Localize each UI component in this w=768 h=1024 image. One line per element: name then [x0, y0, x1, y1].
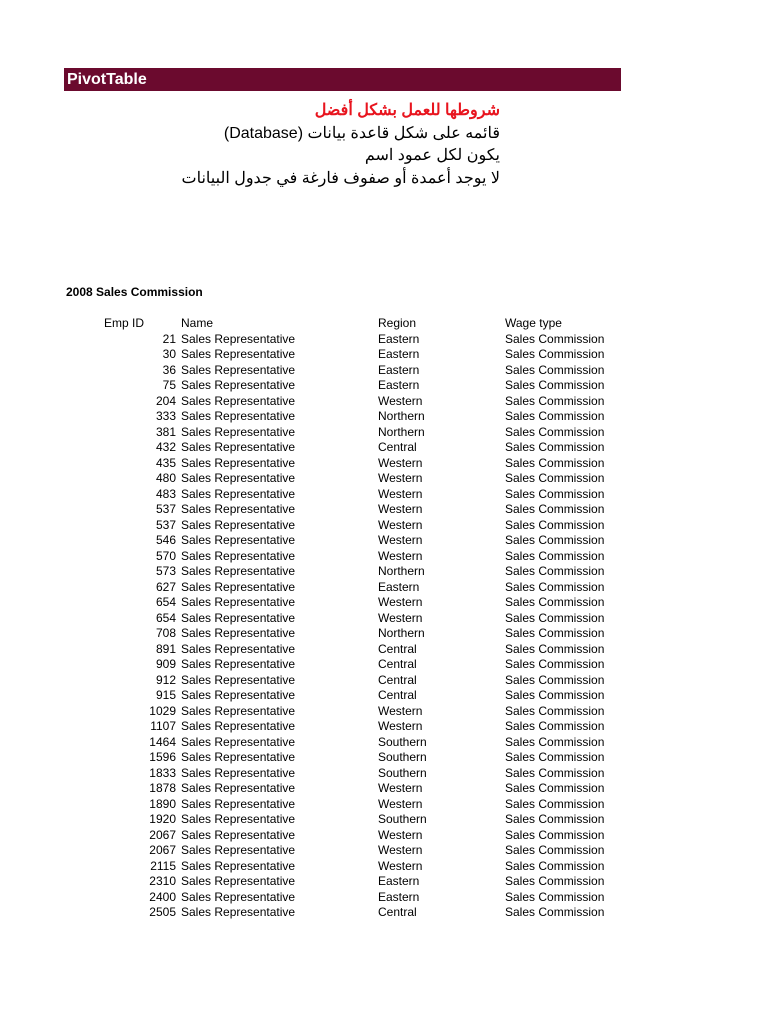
emp-id-cell: 1833: [149, 765, 176, 780]
emp-id-cell: 912: [155, 672, 176, 687]
notes-heading: شروطها للعمل بشكل أفضل: [314, 102, 500, 119]
region-cell: Eastern: [378, 874, 420, 888]
region-cell: Central: [378, 905, 417, 919]
table-row: [0, 456, 768, 472]
wage-type-cell: Sales Commission: [505, 409, 605, 423]
emp-id-cell: 537: [155, 517, 176, 532]
table-row: [0, 766, 768, 782]
table-row: [0, 549, 768, 565]
page-title: PivotTable: [67, 70, 147, 88]
region-cell: Western: [378, 393, 423, 408]
region-cell: Southern: [378, 734, 427, 749]
region-cell: Central: [378, 657, 417, 671]
region-cell: Northern: [378, 564, 425, 578]
region-cell: Western: [378, 471, 423, 485]
region-cell: Western: [378, 548, 423, 563]
emp-id-cell: 1920: [149, 812, 176, 826]
note-database: قائمه على شكل قاعدة بيانات (Database): [223, 124, 500, 142]
wage-type-cell: Sales Commission: [505, 471, 605, 485]
table-row: [0, 704, 768, 720]
region-cell: Northern: [378, 626, 425, 640]
emp-id-cell: 2067: [149, 843, 176, 857]
requirements-notes: [150, 100, 500, 190]
name-cell: Sales Representative: [181, 688, 296, 702]
name-cell: Sales Representative: [181, 858, 296, 873]
name-cell: Sales Representative: [181, 719, 296, 733]
name-cell: Sales Representative: [181, 734, 296, 749]
wage-type-cell: Sales Commission: [505, 734, 605, 749]
name-cell: Sales Representative: [181, 331, 296, 346]
name-cell: Sales Representative: [181, 533, 296, 547]
table-row: [0, 595, 768, 611]
wage-type-cell: Sales Commission: [505, 455, 605, 470]
emp-id-cell: 1464: [149, 734, 176, 749]
emp-id-cell: 537: [155, 502, 176, 516]
header-name: Name: [181, 316, 214, 330]
region-cell: Western: [378, 719, 423, 733]
region-cell: Western: [378, 703, 423, 718]
name-cell: Sales Representative: [181, 827, 296, 842]
name-cell: Sales Representative: [181, 455, 296, 470]
table-row: [0, 781, 768, 797]
name-cell: Sales Representative: [181, 424, 296, 439]
name-cell: Sales Representative: [181, 672, 296, 687]
emp-id-cell: 36: [162, 362, 176, 377]
emp-id-cell: 2400: [149, 889, 176, 904]
name-cell: Sales Representative: [181, 517, 296, 532]
table-row: [0, 735, 768, 751]
emp-id-cell: 891: [155, 641, 176, 656]
table-row: [0, 487, 768, 503]
table-row: [0, 378, 768, 394]
region-cell: Southern: [378, 765, 427, 780]
note-column-names: يكون لكل عمود اسم: [364, 147, 500, 164]
header-region: Region: [378, 316, 417, 330]
wage-type-cell: Sales Commission: [505, 889, 605, 904]
name-cell: Sales Representative: [181, 626, 296, 640]
table-row: [0, 533, 768, 549]
wage-type-cell: Sales Commission: [505, 843, 605, 857]
table-row: [0, 688, 768, 704]
wage-type-cell: Sales Commission: [505, 517, 605, 532]
name-cell: Sales Representative: [181, 610, 296, 625]
table-row: [0, 580, 768, 596]
name-cell: Sales Representative: [181, 486, 296, 501]
name-cell: Sales Representative: [181, 471, 296, 485]
region-cell: Western: [378, 517, 423, 532]
wage-type-cell: Sales Commission: [505, 347, 605, 361]
table-row: [0, 657, 768, 673]
wage-type-cell: Sales Commission: [505, 564, 605, 578]
table-row: [0, 409, 768, 425]
wage-type-cell: Sales Commission: [505, 486, 605, 501]
name-cell: Sales Representative: [181, 564, 296, 578]
table-row: [0, 828, 768, 844]
wage-type-cell: Sales Commission: [505, 378, 605, 392]
emp-id-cell: 573: [155, 564, 176, 578]
emp-id-cell: 30: [162, 347, 176, 361]
region-cell: Western: [378, 595, 423, 609]
table-row: [0, 471, 768, 487]
emp-id-cell: 21: [162, 331, 176, 346]
emp-id-cell: 381: [155, 424, 176, 439]
table-row: [0, 750, 768, 766]
region-cell: Western: [378, 455, 423, 470]
name-cell: Sales Representative: [181, 502, 296, 516]
table-row: [0, 843, 768, 859]
emp-id-cell: 204: [155, 393, 176, 408]
region-cell: Eastern: [378, 579, 420, 594]
table-row: [0, 394, 768, 410]
wage-type-cell: Sales Commission: [505, 688, 605, 702]
region-cell: Northern: [378, 409, 425, 423]
wage-type-cell: Sales Commission: [505, 626, 605, 640]
region-cell: Eastern: [378, 347, 420, 361]
region-cell: Western: [378, 486, 423, 501]
name-cell: Sales Representative: [181, 579, 296, 594]
name-cell: Sales Representative: [181, 812, 296, 826]
region-cell: Central: [378, 641, 417, 656]
region-cell: Eastern: [378, 889, 420, 904]
table-row: [0, 425, 768, 441]
emp-id-cell: 432: [155, 440, 176, 454]
name-cell: Sales Representative: [181, 874, 296, 888]
wage-type-cell: Sales Commission: [505, 719, 605, 733]
wage-type-cell: Sales Commission: [505, 703, 605, 718]
emp-id-cell: 1596: [149, 750, 176, 764]
table-row: [0, 642, 768, 658]
name-cell: Sales Representative: [181, 347, 296, 361]
wage-type-cell: Sales Commission: [505, 827, 605, 842]
region-cell: Western: [378, 502, 423, 516]
region-cell: Western: [378, 533, 423, 547]
region-cell: Western: [378, 610, 423, 625]
emp-id-cell: 909: [155, 657, 176, 671]
table-row: [0, 859, 768, 875]
emp-id-cell: 75: [162, 378, 176, 392]
table-row: [0, 518, 768, 534]
wage-type-cell: Sales Commission: [505, 595, 605, 609]
emp-id-cell: 480: [155, 471, 176, 485]
wage-type-cell: Sales Commission: [505, 533, 605, 547]
wage-type-cell: Sales Commission: [505, 781, 605, 795]
table-row: [0, 874, 768, 890]
emp-id-cell: 2115: [150, 858, 176, 873]
header-wage-type: Wage type: [505, 316, 562, 330]
table-row: [0, 363, 768, 379]
table-row: [0, 890, 768, 906]
region-cell: Eastern: [378, 378, 420, 392]
region-cell: Eastern: [378, 362, 420, 377]
emp-id-cell: 1878: [149, 781, 176, 795]
region-cell: Western: [378, 843, 423, 857]
header-emp-id: Emp ID: [104, 316, 145, 330]
wage-type-cell: Sales Commission: [505, 440, 605, 454]
region-cell: Northern: [378, 424, 425, 439]
name-cell: Sales Representative: [181, 905, 296, 919]
wage-type-cell: Sales Commission: [505, 657, 605, 671]
region-cell: Eastern: [378, 331, 420, 346]
region-cell: Western: [378, 827, 423, 842]
table-header-row: [0, 316, 768, 332]
emp-id-cell: 2505: [149, 905, 176, 919]
table-row: [0, 502, 768, 518]
wage-type-cell: Sales Commission: [505, 502, 605, 516]
commission-table: [0, 316, 768, 921]
name-cell: Sales Representative: [181, 595, 296, 609]
wage-type-cell: Sales Commission: [505, 812, 605, 826]
emp-id-cell: 2067: [149, 827, 176, 842]
emp-id-cell: 546: [155, 533, 176, 547]
wage-type-cell: Sales Commission: [505, 750, 605, 764]
table-row: [0, 905, 768, 921]
name-cell: Sales Representative: [181, 765, 296, 780]
emp-id-cell: 435: [155, 455, 176, 470]
wage-type-cell: Sales Commission: [505, 579, 605, 594]
table-row: [0, 347, 768, 363]
name-cell: Sales Representative: [181, 440, 296, 454]
name-cell: Sales Representative: [181, 378, 296, 392]
emp-id-cell: 570: [155, 548, 176, 563]
region-cell: Western: [378, 858, 423, 873]
region-cell: Western: [378, 796, 423, 811]
region-cell: Central: [378, 688, 417, 702]
emp-id-cell: 1029: [149, 703, 176, 718]
table-row: [0, 626, 768, 642]
table-row: [0, 564, 768, 580]
emp-id-cell: 654: [155, 610, 176, 625]
wage-type-cell: Sales Commission: [505, 796, 605, 811]
wage-type-cell: Sales Commission: [505, 610, 605, 625]
name-cell: Sales Representative: [181, 409, 296, 423]
name-cell: Sales Representative: [181, 843, 296, 857]
wage-type-cell: Sales Commission: [505, 362, 605, 377]
wage-type-cell: Sales Commission: [505, 548, 605, 563]
table-row: [0, 332, 768, 348]
title-bar: [64, 68, 621, 91]
wage-type-cell: Sales Commission: [505, 331, 605, 346]
wage-type-cell: Sales Commission: [505, 905, 605, 919]
name-cell: Sales Representative: [181, 889, 296, 904]
wage-type-cell: Sales Commission: [505, 765, 605, 780]
emp-id-cell: 627: [155, 579, 176, 594]
section-title: 2008 Sales Commission: [66, 285, 203, 299]
region-cell: Central: [378, 672, 417, 687]
name-cell: Sales Representative: [181, 796, 296, 811]
region-cell: Southern: [378, 812, 427, 826]
emp-id-cell: 915: [155, 688, 176, 702]
wage-type-cell: Sales Commission: [505, 858, 605, 873]
emp-id-cell: 2310: [149, 874, 176, 888]
name-cell: Sales Representative: [181, 393, 296, 408]
emp-id-cell: 1890: [149, 796, 176, 811]
name-cell: Sales Representative: [181, 750, 296, 764]
name-cell: Sales Representative: [181, 781, 296, 795]
emp-id-cell: 483: [155, 486, 176, 501]
wage-type-cell: Sales Commission: [505, 874, 605, 888]
table-row: [0, 611, 768, 627]
name-cell: Sales Representative: [181, 641, 296, 656]
table-row: [0, 719, 768, 735]
wage-type-cell: Sales Commission: [505, 393, 605, 408]
table-row: [0, 812, 768, 828]
region-cell: Southern: [378, 750, 427, 764]
emp-id-cell: 1107: [150, 719, 176, 733]
name-cell: Sales Representative: [181, 548, 296, 563]
table-row: [0, 440, 768, 456]
region-cell: Central: [378, 440, 417, 454]
emp-id-cell: 333: [155, 409, 176, 423]
wage-type-cell: Sales Commission: [505, 641, 605, 656]
table-row: [0, 797, 768, 813]
region-cell: Western: [378, 781, 423, 795]
name-cell: Sales Representative: [181, 362, 296, 377]
emp-id-cell: 708: [155, 626, 176, 640]
table-row: [0, 673, 768, 689]
name-cell: Sales Representative: [181, 703, 296, 718]
wage-type-cell: Sales Commission: [505, 672, 605, 687]
note-no-empty: لا يوجد أعمدة أو صفوف فارغة في جدول البيانات: [181, 169, 500, 187]
wage-type-cell: Sales Commission: [505, 424, 605, 439]
name-cell: Sales Representative: [181, 657, 296, 671]
emp-id-cell: 654: [155, 595, 176, 609]
